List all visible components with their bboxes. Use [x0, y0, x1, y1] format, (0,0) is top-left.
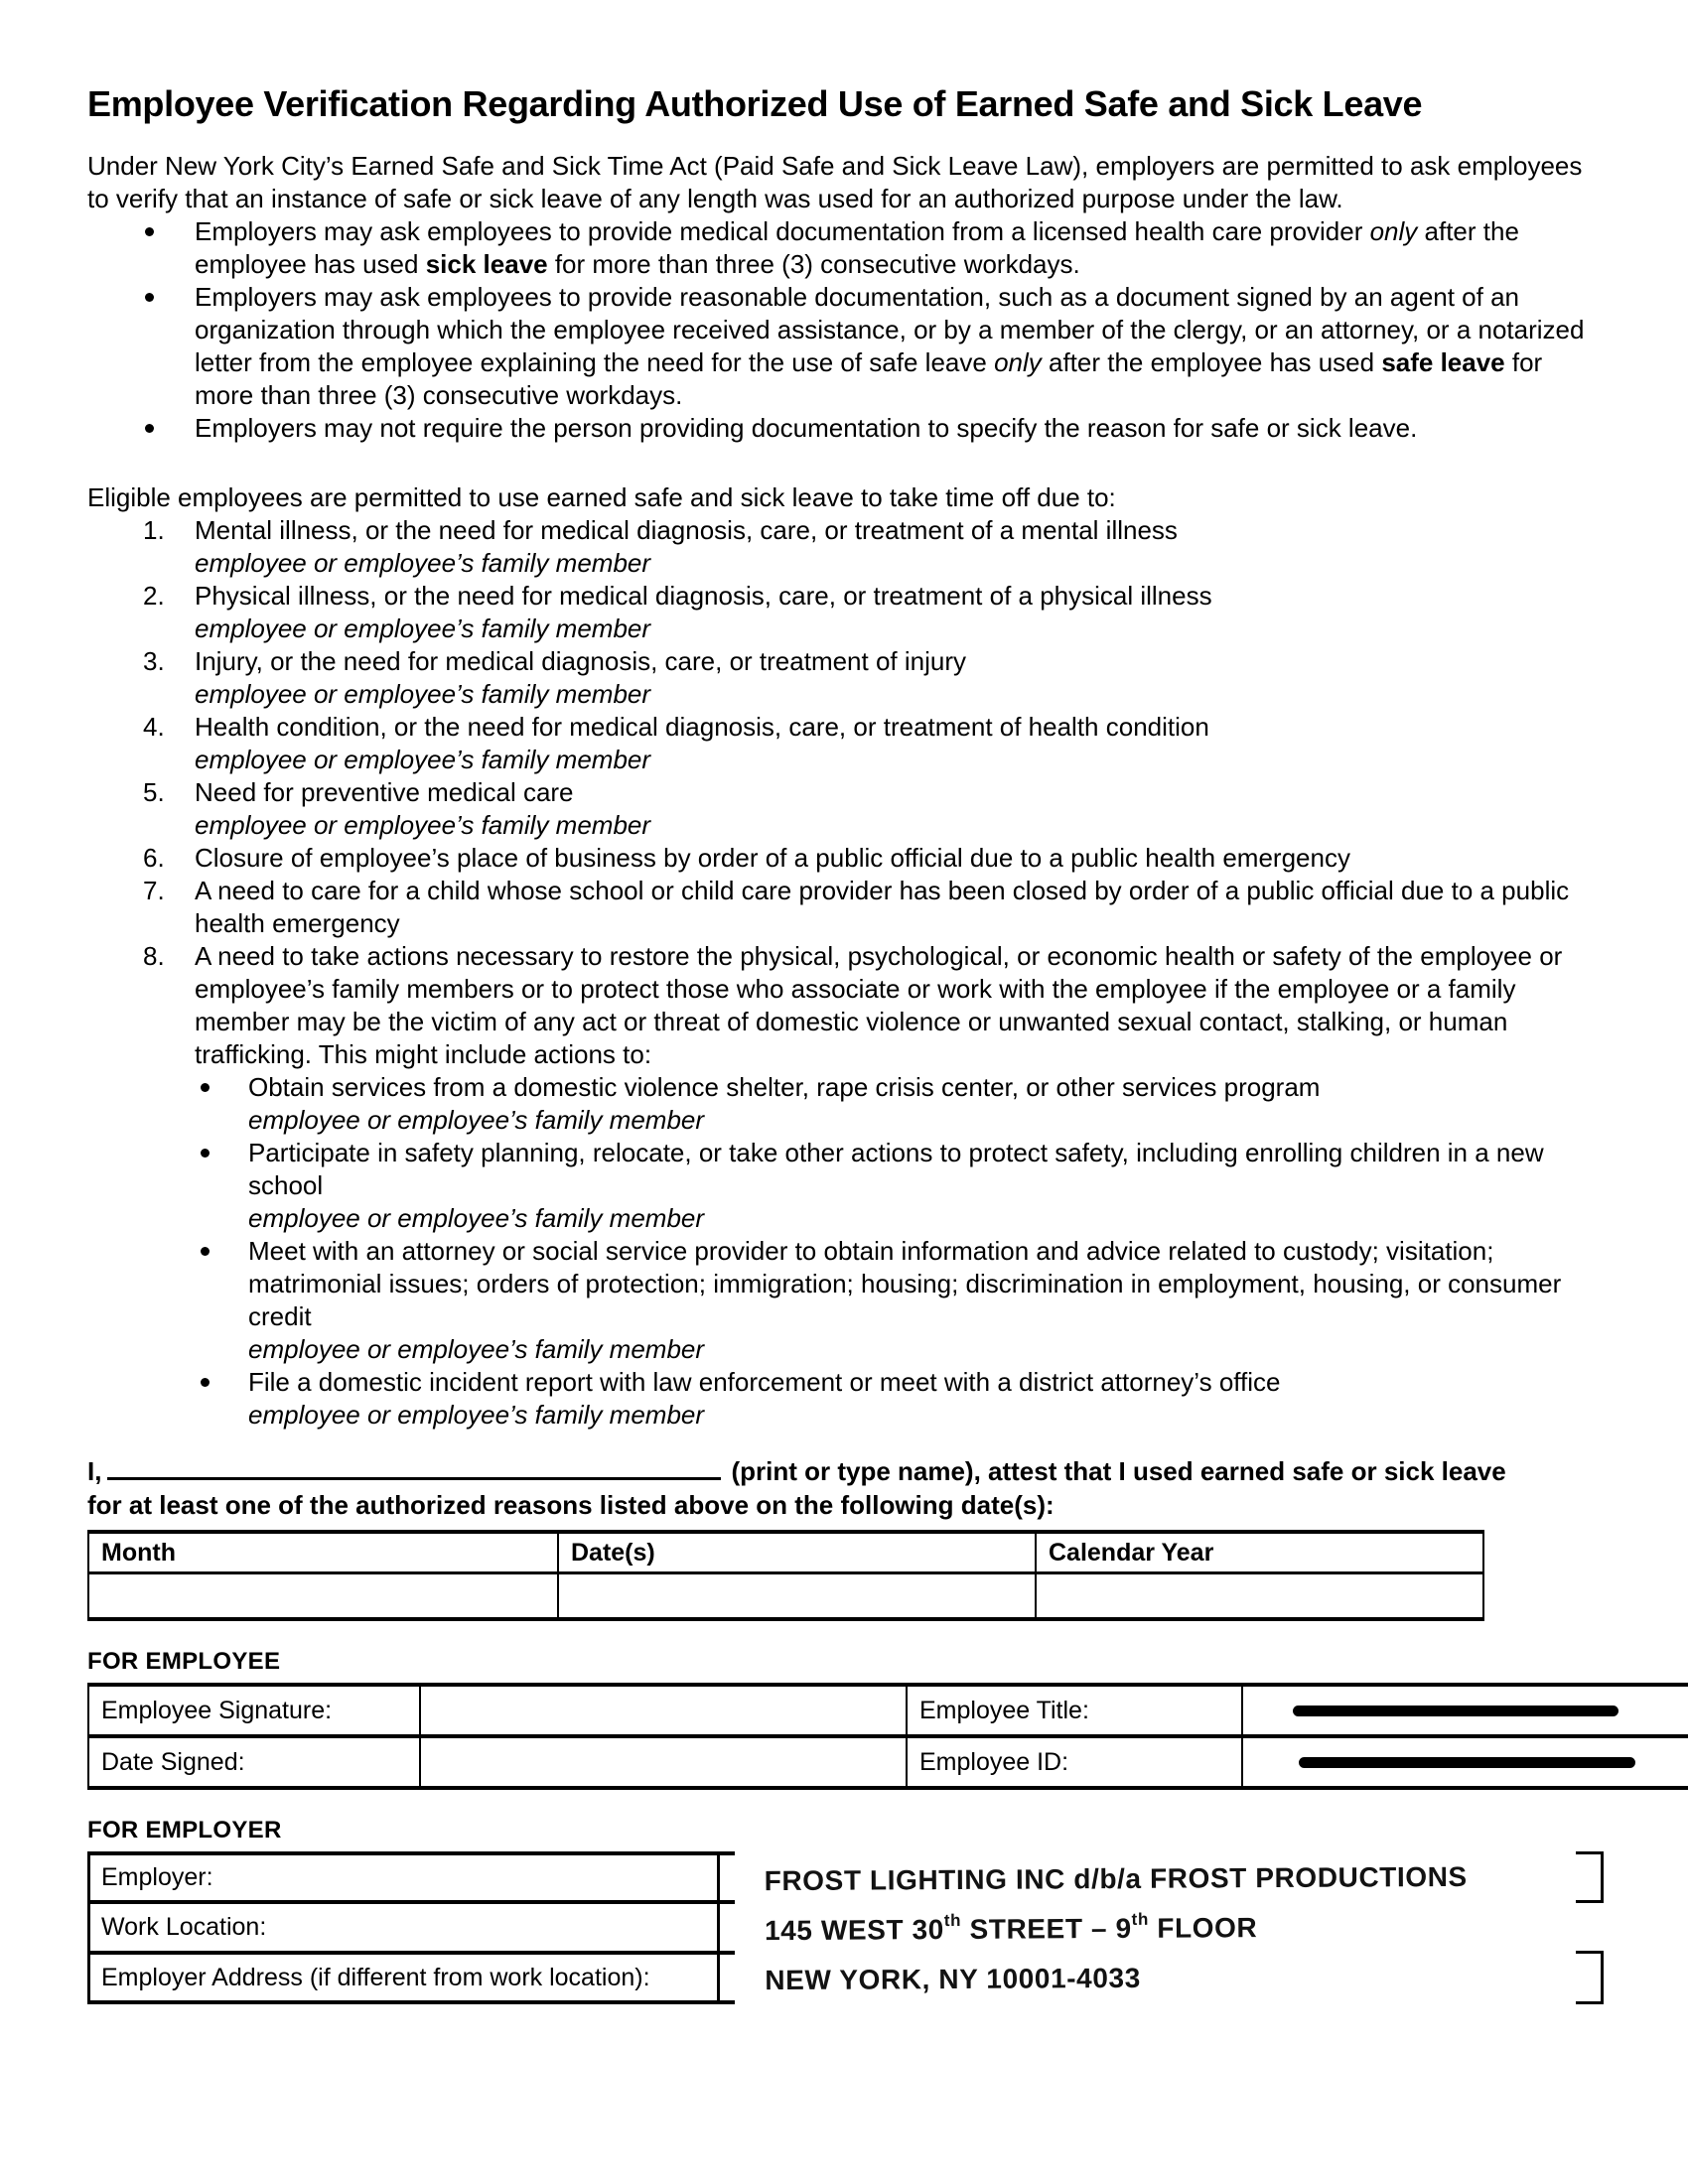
reason-text: Mental illness, or the need for medical diagnosis, care, or treatment of a mental illness — [195, 515, 1178, 545]
employer-name-stamp: FROST LIGHTING INC d/b/a FROST PRODUCTIONS — [764, 1860, 1468, 1896]
stamp-superscript: th — [1131, 1909, 1149, 1929]
action-bullet — [87, 1071, 1601, 1137]
action-text: File a domestic incident report with law enforcement or meet with a district attorney’s office — [248, 1367, 1281, 1397]
policy-text: Employers may ask employees to provide medical documentation from a licensed health care provider — [195, 216, 1370, 246]
reason-item — [87, 580, 1601, 645]
page-title: Employee Verification Regarding Authorized Use of Earned Safe and Sick Leave — [87, 83, 1423, 124]
employer-city-stamp: NEW YORK, NY 10001-4033 — [765, 1962, 1141, 1995]
policy-text: for more than three (3) consecutive workdays. — [547, 249, 1080, 279]
stamp-text: FLOOR — [1148, 1911, 1258, 1944]
dates-header-dates: Date(s) — [558, 1532, 1036, 1573]
bullet-icon — [145, 227, 154, 236]
action-text: Obtain services from a domestic violence shelter, rape crisis center, or other services program — [248, 1072, 1321, 1102]
employer-table — [87, 1851, 1604, 2004]
reason-item — [87, 842, 1601, 875]
table-row — [88, 1736, 1688, 1788]
table-row — [88, 1685, 1688, 1736]
reason-number: 1. — [143, 515, 165, 545]
work-location-stamp — [765, 1901, 1468, 1955]
action-bullet — [87, 1366, 1601, 1432]
reason-text: Physical illness, or the need for medical diagnosis, care, or treatment of a physical illness — [195, 581, 1212, 611]
date-signed-label: Date Signed: — [88, 1736, 420, 1788]
dates-header-month: Month — [88, 1532, 558, 1573]
year-entry-cell[interactable] — [1036, 1573, 1483, 1620]
reason-note: employee or employee’s family member — [195, 810, 651, 840]
dates-header-year: Calendar Year — [1036, 1532, 1483, 1573]
table-border-fragment — [1601, 1951, 1604, 2004]
employer-stamp — [765, 1851, 1469, 2004]
work-location-label: Work Location: — [101, 1913, 267, 1941]
eligible-intro: Eligible employees are permitted to use earned safe and sick leave to take time off due to: — [87, 482, 1116, 512]
table-border — [87, 1851, 90, 2004]
table-border-fragment — [1601, 1851, 1604, 1903]
attestation-paragraph — [87, 1451, 1601, 1522]
reason-text: Health condition, or the need for medical diagnosis, care, or treatment of health condition — [195, 712, 1209, 742]
redaction-bar — [1299, 1757, 1635, 1768]
reason-number: 4. — [143, 712, 165, 742]
reason-item — [87, 711, 1601, 776]
employee-signature-field[interactable] — [420, 1685, 907, 1736]
reason-item — [87, 776, 1601, 842]
dates-header-row — [88, 1532, 1483, 1573]
policy-text: for more than three (3) consecutive workdays. — [195, 347, 1543, 410]
policy-text: after the employee has used — [195, 216, 1519, 279]
action-note: employee or employee’s family member — [248, 1203, 705, 1233]
table-border — [87, 2000, 735, 2004]
stamp-text: STREET – 9 — [961, 1912, 1132, 1945]
reason-item — [87, 940, 1601, 1071]
reason-number: 5. — [143, 777, 165, 807]
employee-title-label: Employee Title: — [907, 1685, 1242, 1736]
employee-title-value — [1242, 1685, 1688, 1736]
reason-item — [87, 875, 1601, 940]
reason-note: employee or employee’s family member — [195, 745, 651, 774]
reason-note: employee or employee’s family member — [195, 679, 651, 709]
bullet-icon — [201, 1083, 210, 1092]
table-border-fragment — [1576, 2001, 1604, 2004]
redaction-bar — [1293, 1706, 1618, 1716]
table-border-fragment — [1576, 1851, 1604, 1854]
dates-entry-row — [88, 1573, 1483, 1620]
action-text: Meet with an attorney or social service provider to obtain information and advice related to custody; visitation; matrimonial issues; orders of protection; immigration; housing; discrimination in employment, housing, or consumer credit — [248, 1236, 1562, 1331]
for-employee-heading: FOR EMPLOYEE — [87, 1648, 281, 1675]
policy-text-bold: sick leave — [425, 249, 548, 279]
employee-table — [87, 1683, 1688, 1790]
reason-item — [87, 514, 1601, 580]
reason-item — [87, 645, 1601, 711]
policy-bullet — [87, 281, 1601, 412]
table-border-fragment — [1576, 1900, 1604, 1903]
for-employer-heading: FOR EMPLOYER — [87, 1817, 282, 1843]
bullet-icon — [201, 1378, 210, 1387]
policy-bullet — [87, 412, 1601, 445]
action-note: employee or employee’s family member — [248, 1400, 705, 1430]
attestation-suffix: (print or type name), attest that I used earned safe or sick leave — [731, 1456, 1506, 1486]
action-note: employee or employee’s family member — [248, 1334, 705, 1364]
bullet-icon — [201, 1149, 210, 1158]
reason-note: employee or employee’s family member — [195, 548, 651, 578]
action-bullet — [87, 1235, 1601, 1366]
bullet-icon — [201, 1247, 210, 1256]
reason-text: Need for preventive medical care — [195, 777, 574, 807]
bullet-icon — [145, 424, 154, 433]
policy-bullet-list — [87, 215, 1601, 445]
reason-number: 3. — [143, 646, 165, 676]
policy-text-italic: only — [994, 347, 1042, 377]
stamp-superscript: th — [943, 1910, 962, 1930]
attestation-prefix: I, — [87, 1456, 102, 1486]
name-blank-field[interactable] — [107, 1451, 721, 1480]
table-border — [717, 1851, 720, 2004]
action-text: Participate in safety planning, relocate, or take other actions to protect safety, including enrolling children in a new school — [248, 1138, 1544, 1200]
bullet-icon — [145, 293, 154, 302]
employee-id-label: Employee ID: — [907, 1736, 1242, 1788]
form-content — [87, 0, 1601, 2004]
actions-bullet-list — [87, 1071, 1601, 1432]
employee-signature-label: Employee Signature: — [88, 1685, 420, 1736]
policy-text-italic: only — [1369, 216, 1418, 246]
attestation-line2: for at least one of the authorized reasons listed above on the following date(s): — [87, 1490, 1055, 1520]
month-entry-cell[interactable] — [88, 1573, 558, 1620]
employer-label: Employer: — [101, 1863, 213, 1891]
stamp-text: 145 WEST 30 — [764, 1913, 945, 1946]
attestation-line1 — [87, 1451, 1601, 1488]
intro-paragraph: Under New York City’s Earned Safe and Sick Time Act (Paid Safe and Sick Leave Law), employers are permitted to ask employees to verify that an instance of safe or sick leave of any length was used for an authorized purpose under the law. — [87, 151, 1583, 213]
date-signed-field[interactable] — [420, 1736, 907, 1788]
reason-note: employee or employee’s family member — [195, 614, 651, 643]
policy-text: Employers may ask employees to provide reasonable documentation, such as a document signed by an agent of an organization through which the employee received assistance, or by a member of the clergy, or an attorney, or a notarized letter from the employee explaining the need for the use of safe leave — [195, 282, 1585, 377]
dates-table — [87, 1530, 1484, 1621]
action-note: employee or employee’s family member — [248, 1105, 705, 1135]
table-border-fragment — [1576, 1951, 1604, 1954]
reason-text: Injury, or the need for medical diagnosis, care, or treatment of injury — [195, 646, 967, 676]
policy-text: Employers may not require the person providing documentation to specify the reason for safe or sick leave. — [195, 413, 1418, 443]
policy-text: after the employee has used — [1041, 347, 1382, 377]
reasons-list — [87, 514, 1601, 1071]
reason-text: A need to take actions necessary to restore the physical, psychological, or economic health or safety of the employee or employee’s family members or to protect those who associate or work with the employee if the employee or a family member may be the victim of any act or threat of domestic violence or unwanted sexual contact, stalking, or human trafficking. This might include actions to: — [195, 941, 1563, 1069]
reason-number: 7. — [143, 876, 165, 905]
employee-id-value — [1242, 1736, 1688, 1788]
policy-bullet — [87, 215, 1601, 281]
action-bullet — [87, 1137, 1601, 1235]
reason-number: 6. — [143, 843, 165, 873]
policy-text-bold: safe leave — [1381, 347, 1505, 377]
reason-text: A need to care for a child whose school or child care provider has been closed by order of a public official due to a public health emergency — [195, 876, 1570, 938]
reason-text: Closure of employee’s place of business by order of a public official due to a public health emergency — [195, 843, 1350, 873]
employer-address-label: Employer Address (if different from work location): — [101, 1963, 650, 1991]
dates-entry-cell[interactable] — [558, 1573, 1036, 1620]
reason-number: 8. — [143, 941, 165, 971]
reason-number: 2. — [143, 581, 165, 611]
